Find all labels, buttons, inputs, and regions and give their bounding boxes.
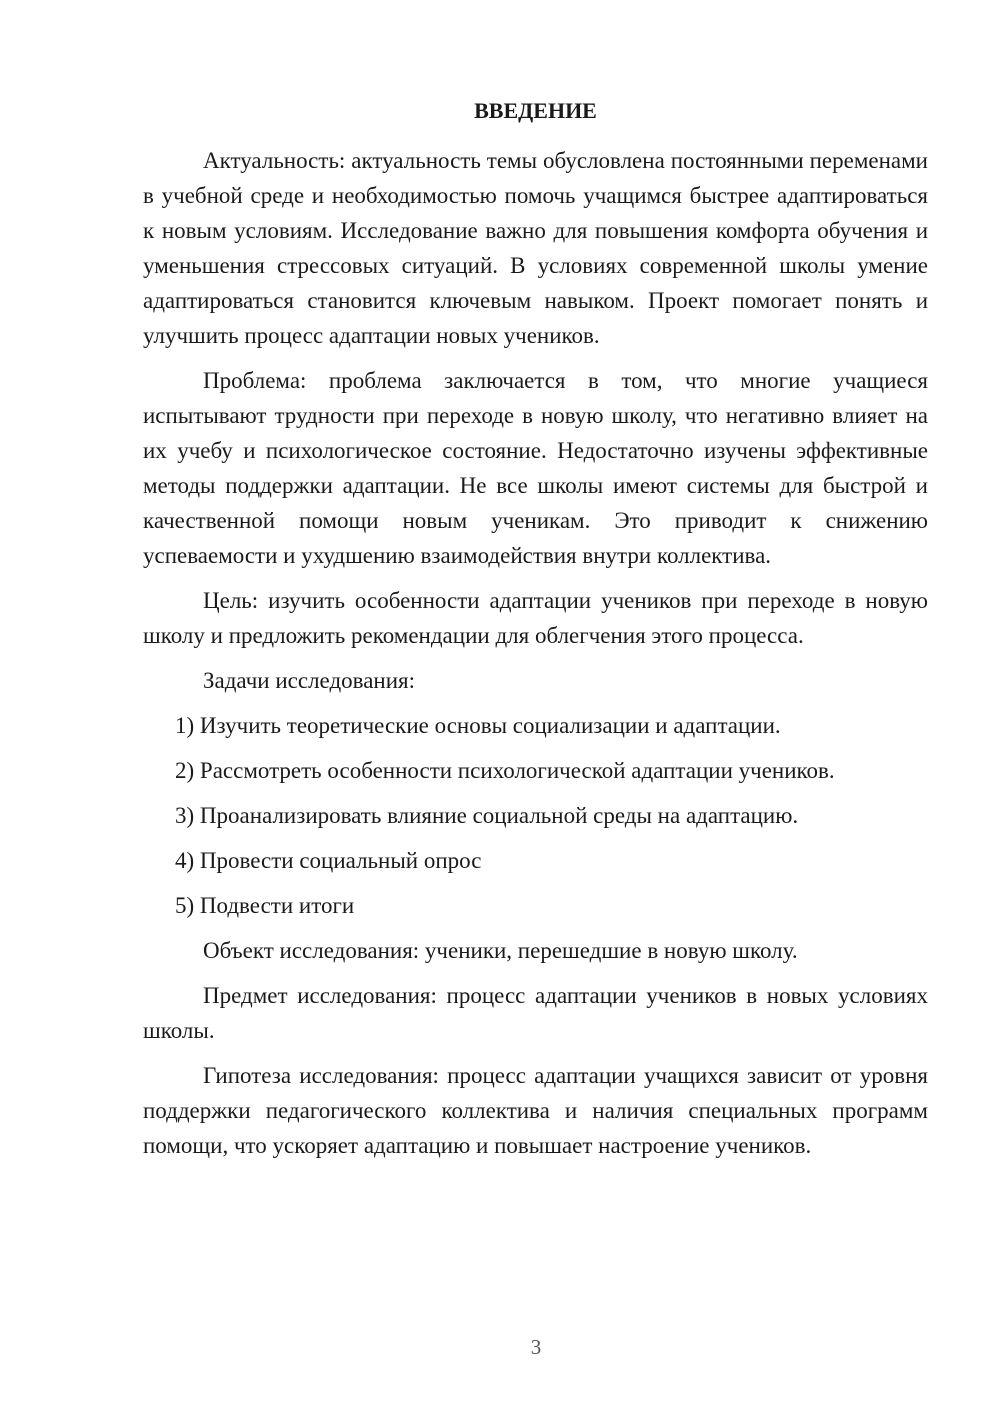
list-item: 4) Провести социальный опрос [175,848,482,873]
paragraph-object: Объект исследования: ученики, перешедшие в новую школу. [203,938,798,963]
page-heading: ВВЕДЕНИЕ [474,98,597,123]
page-content [143,93,928,1173]
list-item: 2) Рассмотреть особенности психологической адаптации учеников. [175,758,835,783]
paragraph-problem: Проблема: проблема заключается в том, что многие учащиеся испытывают трудности при переходе в новую школу, что негативно влияет на их учебу и психологическое состояние. Недостаточно изучены эффективные методы поддержки адаптации. Не все школы имеют системы для быстрой и качественной помощи новым ученикам. Это приводит к снижению успеваемости и ухудшению взаимодействия внутри коллектива. [143,368,928,568]
paragraph-hypothesis: Гипотеза исследования: процесс адаптации учащихся зависит от уровня поддержки педагогического коллектива и наличия специальных программ помощи, что ускоряет адаптацию и повышает настроение учеников. [143,1063,928,1158]
list-item: 1) Изучить теоретические основы социализации и адаптации. [175,713,781,738]
paragraph-goal: Цель: изучить особенности адаптации учеников при переходе в новую школу и предложить рекомендации для облегчения этого процесса. [143,588,928,648]
list-item: 3) Проанализировать влияние социальной среды на адаптацию. [175,803,799,828]
page-number: 3 [530,1335,542,1359]
paragraph-relevance: Актуальность: актуальность темы обусловлена постоянными переменами в учебной среде и необходимостью помочь учащимся быстрее адаптироваться к новым условиям. Исследование важно для повышения комфорта обучения и уменьшения стрессовых ситуаций. В условиях современной школы умение адаптироваться становится ключевым навыком. Проект помогает понять и улучшить процесс адаптации новых учеников. [143,148,928,348]
paragraph-subject: Предмет исследования: процесс адаптации учеников в новых условиях школы. [143,983,928,1043]
list-item: 5) Подвести итоги [175,893,355,918]
tasks-title: Задачи исследования: [203,668,416,693]
tasks-list [143,708,928,923]
